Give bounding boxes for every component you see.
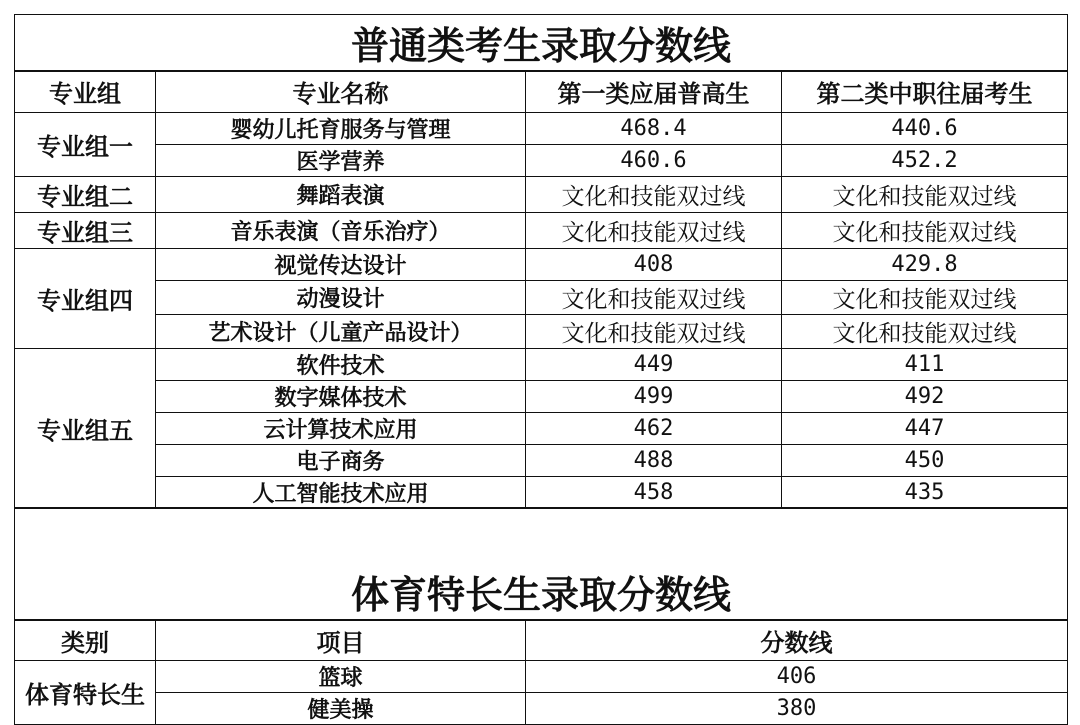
second-category-score: 440.6 xyxy=(782,112,1068,144)
header-group: 专业组 xyxy=(15,71,156,112)
group-name: 专业组一 xyxy=(15,112,156,176)
major-name: 婴幼儿托育服务与管理 xyxy=(156,112,526,144)
table-row xyxy=(15,693,1068,725)
first-category-score: 文化和技能双过线 xyxy=(526,212,782,248)
major-name: 电子商务 xyxy=(156,444,526,476)
general-header-row xyxy=(15,71,1068,112)
first-category-score: 460.6 xyxy=(526,144,782,176)
header-second-category: 第二类中职往届考生 xyxy=(782,71,1068,112)
group-name: 专业组四 xyxy=(15,248,156,348)
sports-category: 体育特长生 xyxy=(15,661,156,725)
sports-header-row xyxy=(15,620,1068,661)
first-category-score: 499 xyxy=(526,380,782,412)
major-name: 动漫设计 xyxy=(156,280,526,314)
table-row xyxy=(15,348,1068,380)
sports-item-name: 健美操 xyxy=(156,693,526,725)
header-item: 项目 xyxy=(156,620,526,661)
major-name: 软件技术 xyxy=(156,348,526,380)
second-category-score: 452.2 xyxy=(782,144,1068,176)
group-name: 专业组二 xyxy=(15,176,156,212)
first-category-score: 458 xyxy=(526,476,782,508)
sports-score-table xyxy=(14,507,1068,725)
first-category-score: 468.4 xyxy=(526,112,782,144)
second-category-score: 文化和技能双过线 xyxy=(782,314,1068,348)
header-major-name: 专业名称 xyxy=(156,71,526,112)
second-category-score: 文化和技能双过线 xyxy=(782,280,1068,314)
second-category-score: 411 xyxy=(782,348,1068,380)
first-category-score: 408 xyxy=(526,248,782,280)
first-category-score: 文化和技能双过线 xyxy=(526,314,782,348)
first-category-score: 文化和技能双过线 xyxy=(526,176,782,212)
header-first-category: 第一类应届普高生 xyxy=(526,71,782,112)
major-name: 音乐表演（音乐治疗） xyxy=(156,212,526,248)
group-name: 专业组五 xyxy=(15,348,156,508)
table-row xyxy=(15,412,1068,444)
major-name: 云计算技术应用 xyxy=(156,412,526,444)
sports-section-title: 体育特长生录取分数线 xyxy=(15,564,1068,620)
major-name: 艺术设计（儿童产品设计） xyxy=(156,314,526,348)
second-category-score: 447 xyxy=(782,412,1068,444)
table-row xyxy=(15,212,1068,248)
major-name: 舞蹈表演 xyxy=(156,176,526,212)
general-section-title: 普通类考生录取分数线 xyxy=(15,15,1068,72)
table-row xyxy=(15,176,1068,212)
table-row xyxy=(15,380,1068,412)
table-row xyxy=(15,476,1068,508)
sports-item-name: 篮球 xyxy=(156,661,526,693)
first-category-score: 449 xyxy=(526,348,782,380)
major-name: 人工智能技术应用 xyxy=(156,476,526,508)
table-row xyxy=(15,661,1068,693)
major-name: 数字媒体技术 xyxy=(156,380,526,412)
group-name: 专业组三 xyxy=(15,212,156,248)
second-category-score: 435 xyxy=(782,476,1068,508)
blank-spacer-row xyxy=(15,508,1068,564)
major-name: 医学营养 xyxy=(156,144,526,176)
header-score-line: 分数线 xyxy=(526,620,1068,661)
table-row xyxy=(15,112,1068,144)
table-row xyxy=(15,314,1068,348)
first-category-score: 488 xyxy=(526,444,782,476)
second-category-score: 450 xyxy=(782,444,1068,476)
table-row xyxy=(15,280,1068,314)
table-row xyxy=(15,444,1068,476)
first-category-score: 462 xyxy=(526,412,782,444)
second-category-score: 492 xyxy=(782,380,1068,412)
sports-score: 406 xyxy=(526,661,1068,693)
score-sheet xyxy=(14,14,1067,725)
second-category-score: 429.8 xyxy=(782,248,1068,280)
header-category: 类别 xyxy=(15,620,156,661)
table-row xyxy=(15,248,1068,280)
first-category-score: 文化和技能双过线 xyxy=(526,280,782,314)
major-name: 视觉传达设计 xyxy=(156,248,526,280)
second-category-score: 文化和技能双过线 xyxy=(782,176,1068,212)
second-category-score: 文化和技能双过线 xyxy=(782,212,1068,248)
sports-score: 380 xyxy=(526,693,1068,725)
table-row xyxy=(15,144,1068,176)
admission-score-table xyxy=(14,14,1068,509)
